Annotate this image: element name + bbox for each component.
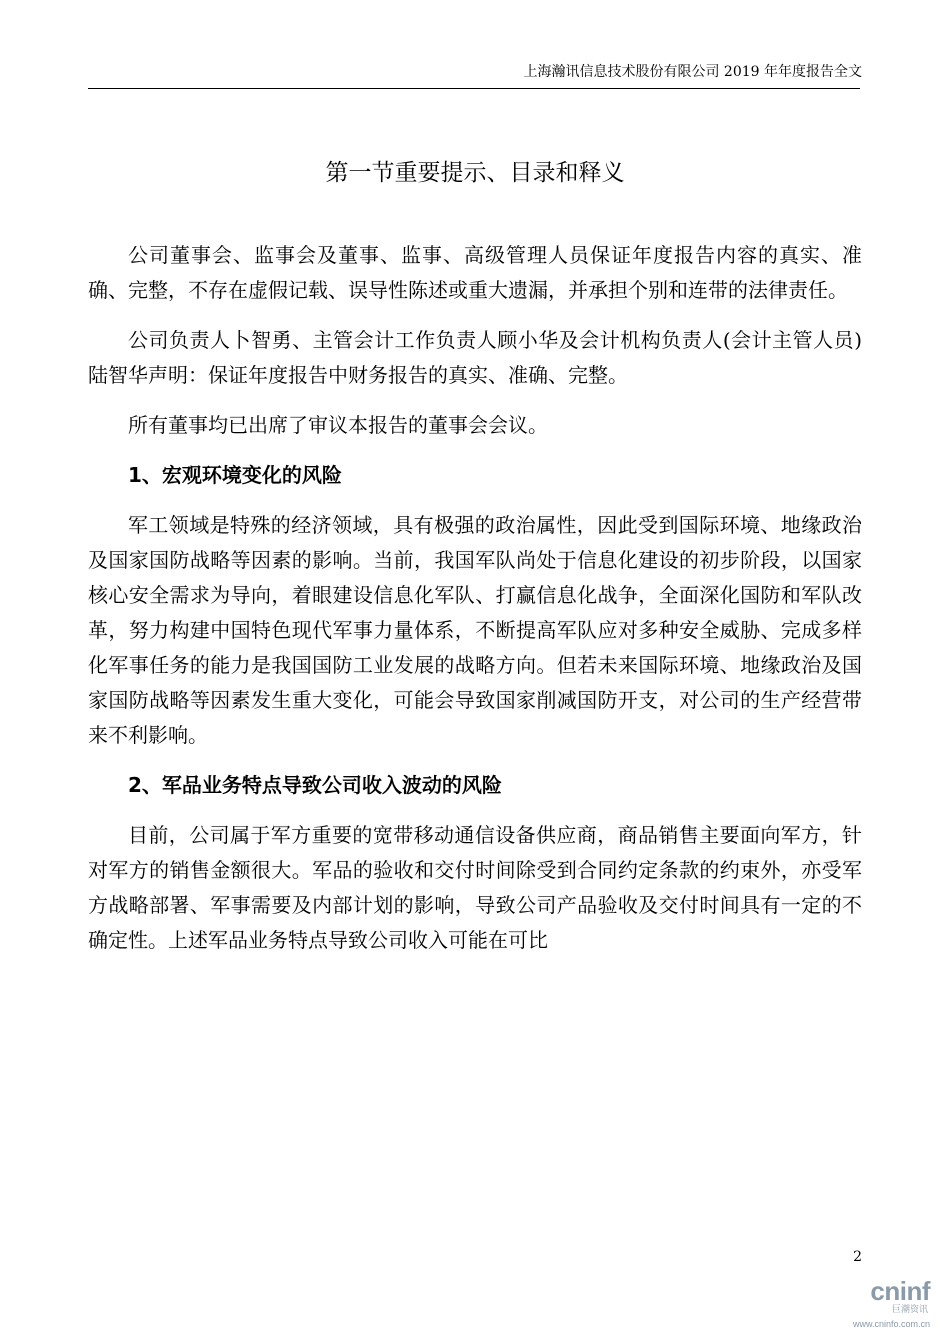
paragraph-attendance: 所有董事均已出席了审议本报告的董事会会议。	[128, 413, 548, 437]
paragraph-responsibility: 公司董事会、监事会及董事、监事、高级管理人员保证年度报告内容的真实、准确、完整，不存在虚假记载、误导性陈述或重大遗漏，并承担个别和连带的法律责任。	[88, 243, 862, 302]
paragraph-risk-1: 军工领域是特殊的经济领域，具有极强的政治属性，因此受到国际环境、地缘政治及国家国防战略等因素的影响。当前，我国军队尚处于信息化建设的初步阶段，以国家核心安全需求为导向，着眼建设信息化军队、打赢信息化战争，全面深化国防和军队改革，努力构建中国特色现代军事力量体系，不断提高军队应对多种安全威胁、完成多样化军事任务的能力是我国国防工业发展的战略方向。但若未来国际环境、地缘政治及国家国防战略等因素发生重大变化，可能会导致国家削减国防开支，对公司的生产经营带来不利影响。	[88, 513, 862, 747]
paragraph-declaration: 公司负责人卜智勇、主管会计工作负责人顾小华及会计机构负责人(会计主管人员)陆智华声明：保证年度报告中财务报告的真实、准确、完整。	[88, 328, 862, 387]
section-title: 第一节重要提示、目录和释义	[325, 160, 625, 186]
paragraph-risk-2: 目前，公司属于军方重要的宽带移动通信设备供应商，商品销售主要面向军方，针对军方的销售金额很大。军品的验收和交付时间除受到合同约定条款的约束外，亦受军方战略部署、军事需要及内部计划的影响，导致公司产品验收及交付时间具有一定的不确定性。上述军品业务特点导致公司收入可能在可比	[88, 823, 862, 952]
header-divider	[88, 88, 860, 89]
cninfo-watermark	[835, 1278, 930, 1330]
document-body	[88, 238, 862, 973]
watermark-cn-name: 巨潮资讯	[891, 1304, 928, 1314]
watermark-logo: cninf	[870, 1276, 930, 1306]
running-header: 上海瀚讯信息技术股份有限公司 2019 年年度报告全文	[523, 64, 862, 80]
heading-risk-1: 1、宏观环境变化的风险	[128, 463, 342, 487]
watermark-url: www.cninfo.com.cn	[852, 1319, 930, 1329]
page-number: 2	[853, 1249, 862, 1265]
heading-risk-2: 2、军品业务特点导致公司收入波动的风险	[128, 773, 502, 797]
